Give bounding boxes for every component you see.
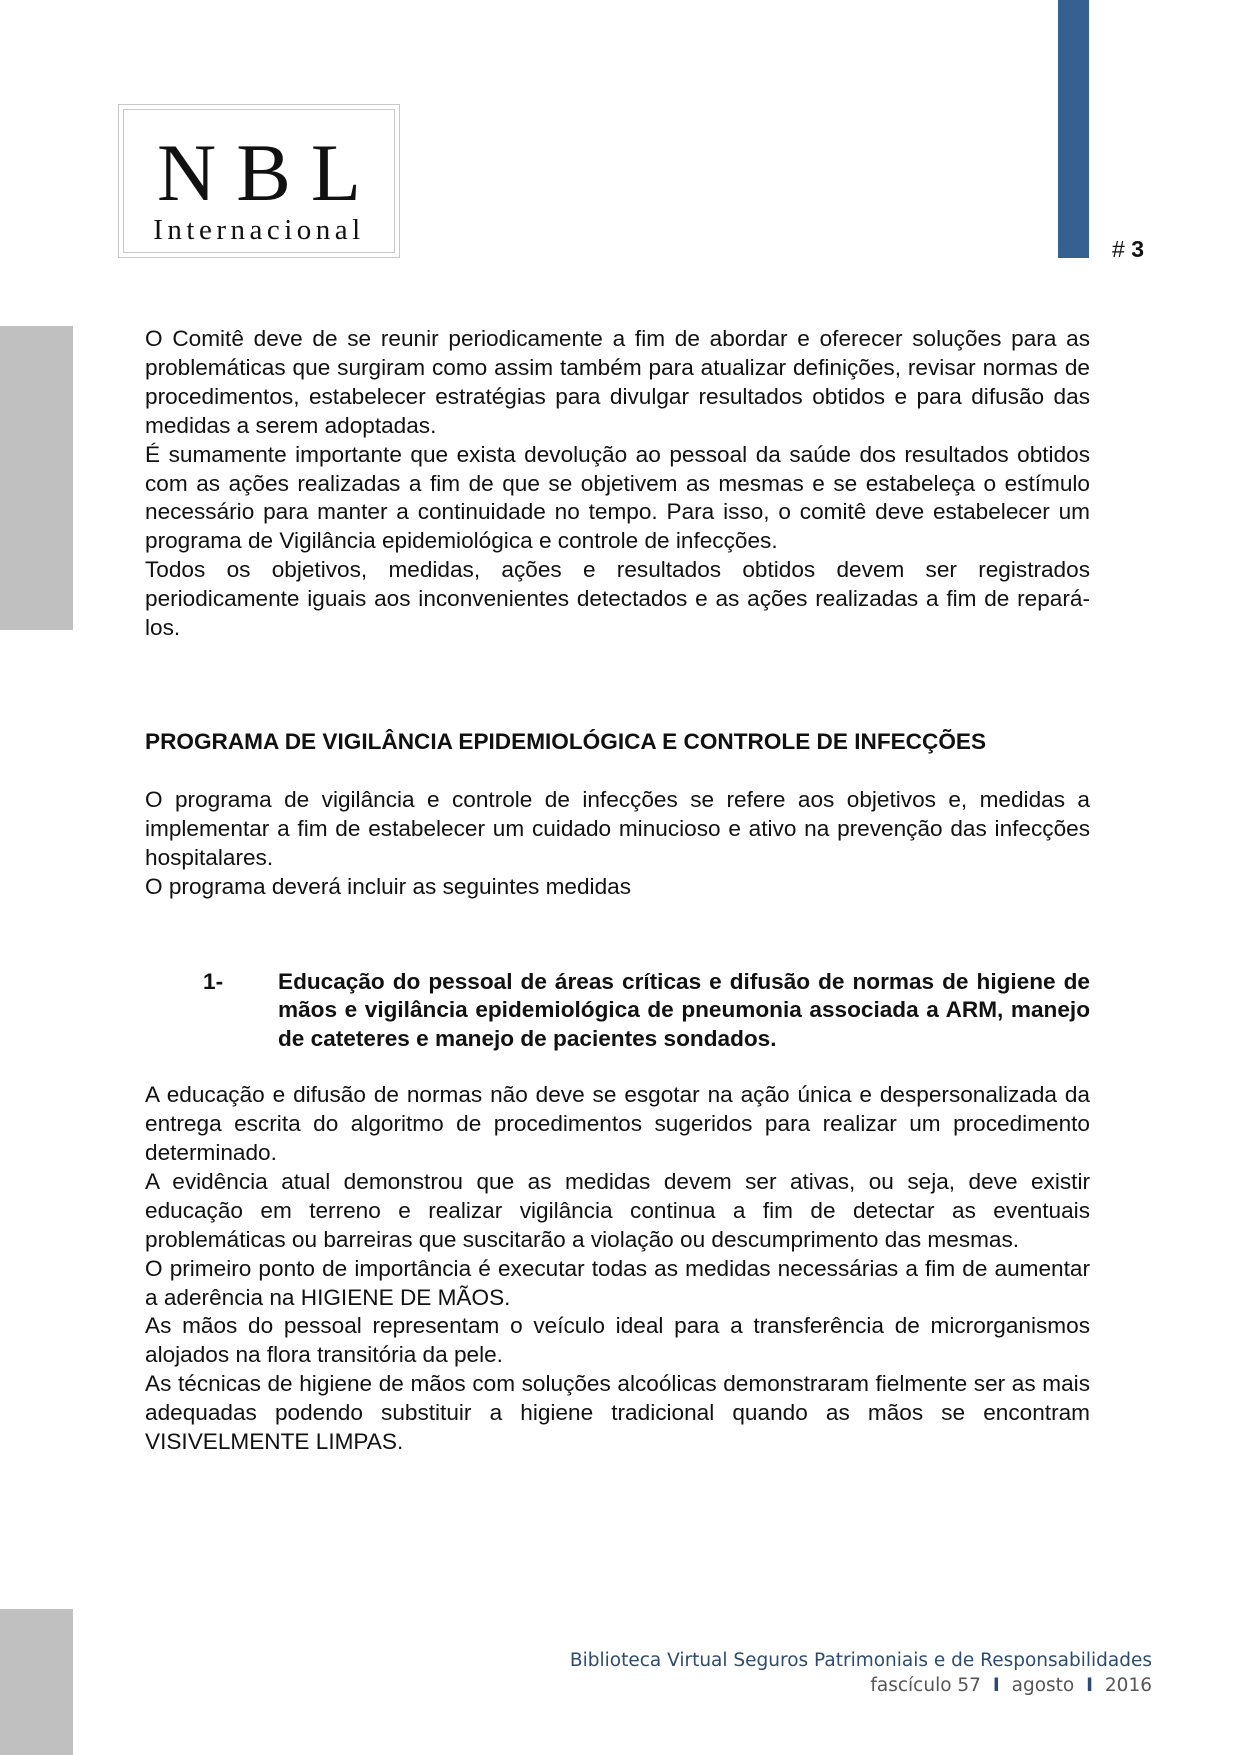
- footer-separator: I: [992, 1675, 1000, 1696]
- paragraph: As técnicas de higiene de mãos com soluções alcoólicas demonstraram fielmente ser as mais adequadas podendo substituir a higiene tradicional quando as mãos se encontram VISIVELMENTE LIMPAS.: [145, 1371, 1090, 1455]
- paragraph: Todos os objetivos, medidas, ações e resultados obtidos devem ser registrados periodicamente iguais aos inconvenientes detectados e as ações realizadas a fim de repará-los.: [145, 557, 1090, 641]
- paragraph: O programa deverá incluir as seguintes medidas: [145, 873, 632, 899]
- document-body: [145, 325, 1090, 1457]
- accent-bar: [1058, 0, 1089, 258]
- logo-sub-text: Internacional: [153, 214, 365, 246]
- side-decoration-bar-top: [0, 326, 73, 630]
- page-footer: [570, 1649, 1152, 1699]
- footer-publication-title: Biblioteca Virtual Seguros Patrimoniais e de Responsabilidades: [569, 1650, 1152, 1671]
- paragraph: O primeiro ponto de importância é executar todas as medidas necessárias a fim de aumentar a aderência na HIGIENE DE MÃOS.: [145, 1255, 1090, 1310]
- paragraph: A educação e difusão de normas não deve se esgotar na ação única e despersonalizada da entrega escrita do algoritmo de procedimentos sugeridos para realizar um procedimento determinado.: [145, 1082, 1090, 1166]
- footer-separator: I: [1086, 1675, 1094, 1696]
- nbl-logo: [118, 104, 400, 258]
- footer-year: 2016: [1104, 1675, 1152, 1696]
- page-number-hash: #: [1112, 236, 1125, 262]
- paragraph: O Comitê deve de se reunir periodicamente a fim de abordar e oferecer soluções para as problemáticas que surgiram como assim também para atualizar definições, revisar normas de procedimentos, estabelecer estratégias para divulgar resultados obtidos e para difusão das medidas a serem adoptadas.: [145, 326, 1090, 438]
- numbered-list-item: [145, 968, 1090, 1055]
- page-number-value: 3: [1131, 236, 1144, 262]
- paragraph: O programa de vigilância e controle de infecções se refere aos objetivos e, medidas a implementar a fim de estabelecer um cuidado minucioso e ativo na prevenção das infecções hospitalares.: [145, 786, 1090, 870]
- logo-frame: [123, 109, 395, 253]
- side-decoration-bar-bottom: [0, 1609, 73, 1755]
- section-heading: PROGRAMA DE VIGILÂNCIA EPIDEMIOLÓGICA E CONTROLE DE INFECÇÕES: [145, 728, 987, 754]
- paragraph: É sumamente importante que exista devolução ao pessoal da saúde dos resultados obtidos com as ações realizadas a fim de que se objetivem as mesmas e se estabeleça o estímulo necessário para manter a continuidade no tempo. Para isso, o comitê deve estabelecer um programa de Vigilância epidemiológica e controle de infecções.: [145, 441, 1090, 554]
- page-number: [1112, 236, 1144, 263]
- footer-issue-info: [570, 1673, 1152, 1699]
- footer-month: agosto: [1011, 1675, 1075, 1696]
- list-item-number: 1-: [203, 968, 224, 994]
- paragraph: A evidência atual demonstrou que as medidas devem ser ativas, ou seja, deve existir educação em terreno e realizar vigilância continua a fim de detectar as eventuais problemáticas ou barreiras que suscitarão a violação ou descumprimento das mesmas.: [145, 1168, 1090, 1252]
- list-item-text: Educação do pessoal de áreas críticas e difusão de normas de higiene de mãos e vigilância epidemiológica de pneumonia associada a ARM, manejo de cateteres e manejo de pacientes sondados.: [278, 968, 1090, 1052]
- logo-main-text: NBL: [157, 127, 381, 218]
- paragraph: As mãos do pessoal representam o veículo ideal para a transferência de microrganismos alojados na flora transitória da pele.: [145, 1313, 1090, 1368]
- footer-fasciculo: fascículo 57: [870, 1675, 981, 1696]
